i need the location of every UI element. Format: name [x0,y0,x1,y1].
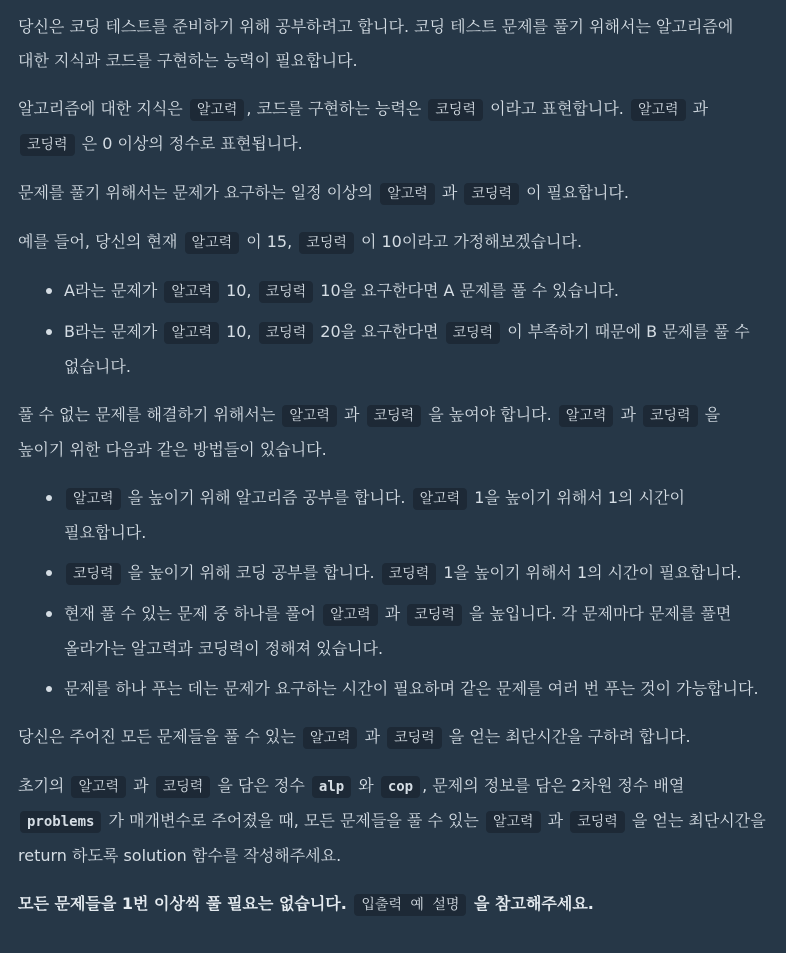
text: 을 높입니다. 각 문제마다 문제를 풀면 올라가는 알고력과 코딩력이 정해져 있습니다. [64,604,732,658]
code-alg: 알고력 [190,99,245,121]
code-alg: 알고력 [185,232,240,254]
text: 이라고 표현합니다. [484,99,629,118]
paragraph-improve [18,398,768,467]
text: 1을 높이기 위해서 1의 시간이 필요합니다. [438,563,742,582]
code-alg: 알고력 [631,99,686,121]
code-cod: 코딩력 [299,232,354,254]
text: 을 얻는 최단시간을 구하려 합니다. [443,727,691,746]
text: 을 높이기 위해 알고리즘 공부를 합니다. [122,488,411,507]
text: 과 [379,604,406,623]
list-item [64,274,768,309]
text: 문제를 풀기 위해서는 문제가 요구하는 일정 이상의 [18,183,379,202]
text: 과 [542,811,569,830]
text: 과 [338,405,365,424]
paragraph-requirement [18,176,768,211]
text: 과 [359,727,386,746]
text: B라는 문제가 [64,322,163,341]
text: 와 [353,776,379,795]
paragraph-intro [18,10,768,78]
text: 이 부족하기 때문에 B 문제를 풀 수 없습니다. [64,322,750,376]
text: 10, [221,322,257,341]
code-alp: alp [312,776,351,798]
list-item [64,556,768,591]
code-alg: 알고력 [282,405,337,427]
text: 10, [220,281,257,300]
text: 을 높여야 합니다. [423,405,557,424]
code-cod: 코딩력 [643,405,698,427]
code-cod: 코딩력 [156,776,211,798]
code-cop: cop [381,776,420,798]
paragraph-note [18,887,768,922]
list-item [64,672,768,706]
text: 초기의 [18,776,70,795]
text: 20을 요구한다면 [315,322,444,341]
text: 을 담은 정수 [212,776,310,795]
code-alg: 알고력 [486,811,541,833]
code-io-example: 입출력 예 설명 [354,894,466,916]
text: 당신은 코딩 테스트를 준비하기 위해 공부하려고 합니다. 코딩 테스트 문제를 풀기 위해서는 알고리즘에 대한 지식과 코드를 구현하는 능력이 필요합니다. [18,17,734,70]
code-alg: 알고력 [164,281,219,303]
text: 알고리즘에 대한 지식은 [18,99,188,118]
text: 현재 풀 수 있는 문제 중 하나를 풀어 [64,604,322,623]
text: 과 [687,99,709,118]
example-list [18,274,768,384]
text: 과 [436,183,463,202]
text: 당신은 주어진 모든 문제들을 풀 수 있는 [18,727,301,746]
text: 이 15, [241,232,298,251]
code-alg: 알고력 [380,183,435,205]
code-cod: 코딩력 [382,563,437,585]
list-item [64,597,768,666]
text: 예를 들어, 당신의 현재 [18,232,183,251]
text: 과 [128,776,154,795]
code-cod: 코딩력 [428,99,483,121]
code-cod: 코딩력 [259,322,314,344]
list-item [64,315,768,384]
code-cod: 코딩력 [20,134,75,156]
paragraph-params [18,769,768,873]
note-text: 모든 문제들을 1번 이상씩 풀 필요는 없습니다. [18,894,353,913]
code-problems: problems [20,811,101,833]
text: A라는 문제가 [64,281,163,300]
note-text: 을 참고해주세요. [468,894,594,913]
text: , 문제의 정보를 담은 2차원 정수 배열 [422,776,685,795]
text: 1을 높이기 위해서 1의 시간이 필요합니다. [64,488,685,542]
code-cod: 코딩력 [387,727,442,749]
paragraph-definitions [18,92,768,162]
code-cod: 코딩력 [570,811,625,833]
code-alg: 알고력 [71,776,126,798]
text: 문제를 하나 푸는 데는 문제가 요구하는 시간이 필요하며 같은 문제를 여러 번 푸는 것이 가능합니다. [64,679,759,698]
text: 이 10이라고 가정해보겠습니다. [355,232,583,251]
paragraph-example [18,225,768,260]
code-cod: 코딩력 [407,604,462,626]
code-cod: 코딩력 [446,322,501,344]
text: 을 얻는 최단시간을 return 하도록 solution 함수를 작성해주세요. [18,811,766,865]
text: 과 [615,405,641,424]
code-alg: 알고력 [66,488,121,510]
code-cod: 코딩력 [367,405,422,427]
text: 을 높이기 위해 코딩 공부를 합니다. [122,563,380,582]
text: 은 0 이상의 정수로 표현됩니다. [76,134,303,153]
text: 풀 수 없는 문제를 해결하기 위해서는 [18,405,281,424]
paragraph-goal [18,720,768,755]
methods-list [18,481,768,706]
text: 가 매개변수로 주어졌을 때, 모든 문제들을 풀 수 있는 [103,811,484,830]
code-alg: 알고력 [164,322,219,344]
text: , 코드를 구현하는 능력은 [246,99,427,118]
code-alg: 알고력 [303,727,358,749]
code-cod: 코딩력 [66,563,121,585]
text: 을 높이기 위한 다음과 같은 방법들이 있습니다. [18,405,721,459]
code-alg: 알고력 [559,405,614,427]
text: 10을 요구한다면 A 문제를 풀 수 있습니다. [315,281,620,300]
code-cod: 코딩력 [464,183,519,205]
text: 이 필요합니다. [520,183,629,202]
code-alg: 알고력 [413,488,468,510]
list-item [64,481,768,550]
code-alg: 알고력 [323,604,378,626]
code-cod: 코딩력 [259,281,314,303]
